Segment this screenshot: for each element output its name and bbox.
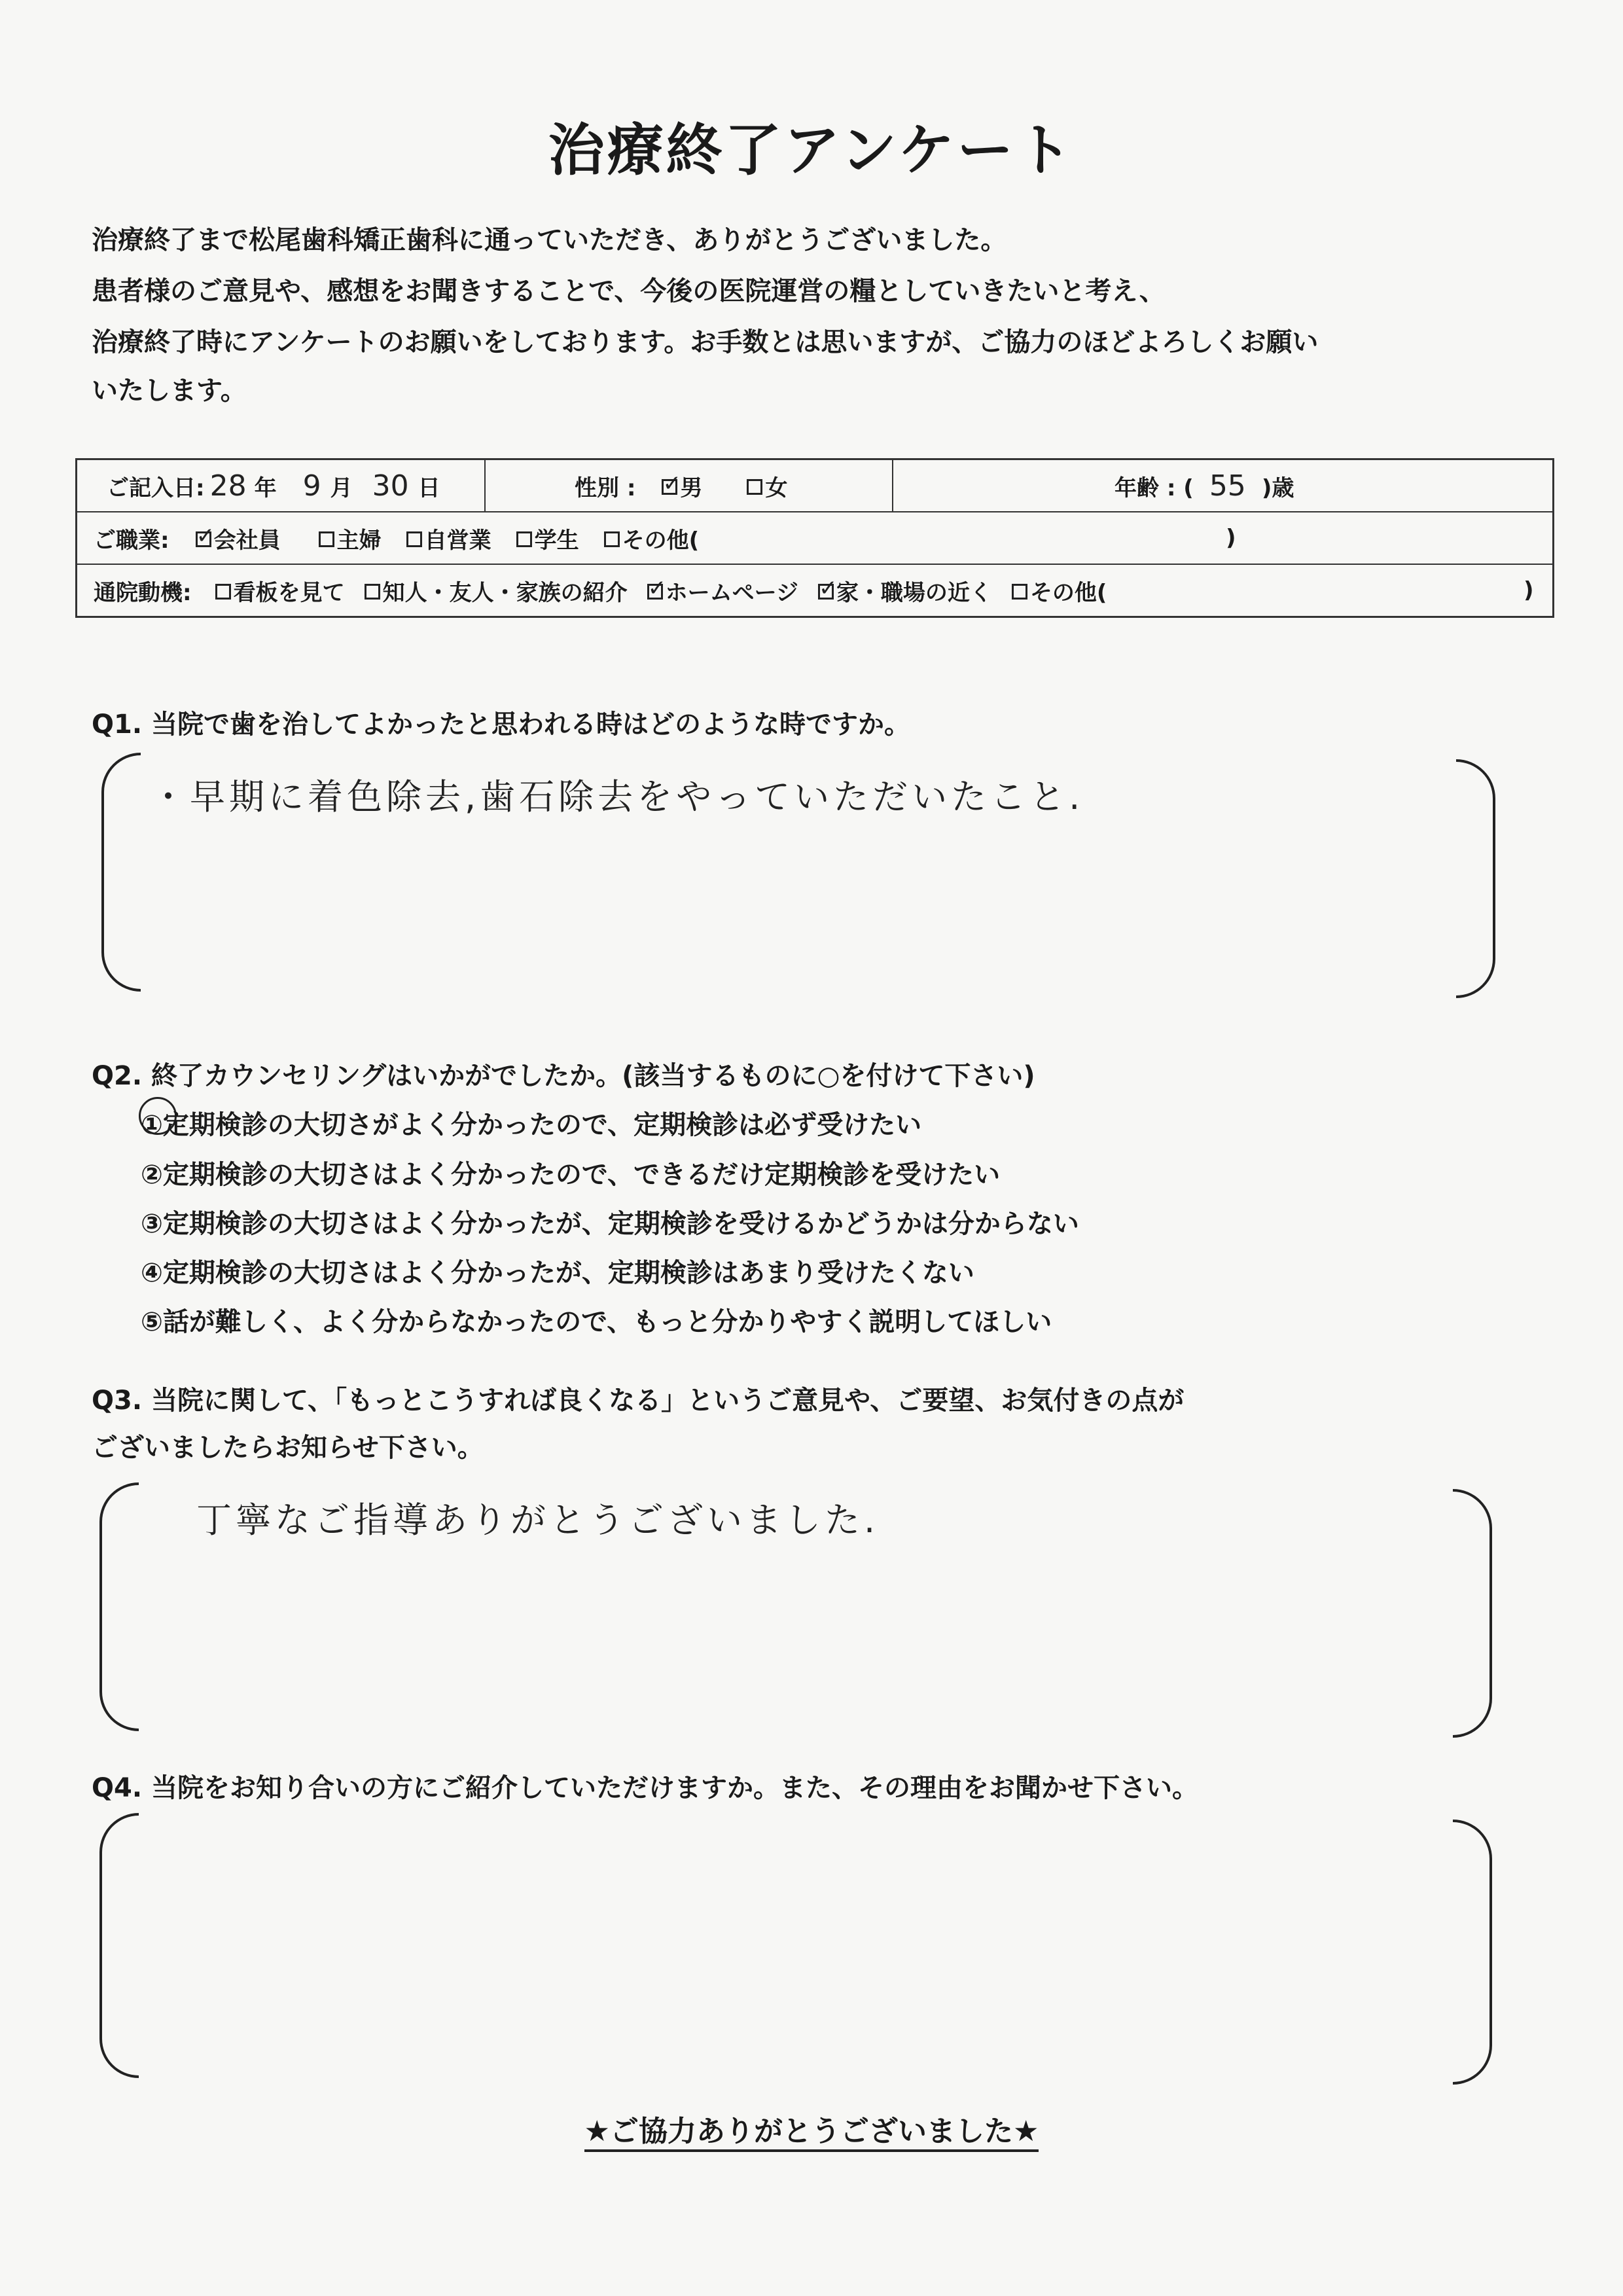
job-other-close: ) — [1226, 525, 1236, 551]
q2-choice-1[interactable]: ①定期検診の大切さがよく分かったので、定期検診は必ず受けたい — [141, 1110, 922, 1140]
motive-field — [94, 565, 1132, 616]
page-title: 治療終了アンケート — [548, 118, 1075, 183]
job-option-label: その他( — [622, 527, 700, 554]
motive-other-close: ) — [1524, 577, 1534, 603]
checkbox-icon[interactable] — [604, 531, 620, 547]
job-field — [94, 512, 724, 564]
q3-label-line-2: ございましたらお知らせ下さい。 — [92, 1433, 484, 1463]
q4-bracket-right — [1453, 1820, 1492, 2085]
q3-label-line-1: Q3. 当院に関して、「もっとこうすれば良くなる」というご意見や、ご要望、お気付きの点が — [92, 1386, 1185, 1416]
job-option-self-employed[interactable] — [406, 522, 491, 554]
checkbox-icon[interactable] — [365, 584, 380, 600]
footer-thanks — [0, 2108, 1623, 2149]
date-month: 9 — [302, 469, 321, 503]
checkbox-icon[interactable] — [747, 479, 762, 495]
job-option-company[interactable] — [196, 522, 281, 554]
checkbox-icon[interactable] — [319, 531, 334, 547]
q1-answer[interactable]: ・早期に着色除去,歯石除去をやっていただいたこと. — [151, 776, 1084, 817]
motive-option-label: ホームページ — [665, 579, 798, 606]
checkbox-icon[interactable] — [516, 531, 532, 547]
month-unit: 月 — [330, 475, 353, 501]
checkbox-icon[interactable] — [215, 584, 231, 600]
q1-bracket-right — [1456, 759, 1495, 998]
checkbox-icon[interactable] — [406, 531, 422, 547]
job-option-student[interactable] — [516, 522, 579, 554]
age-label: 年齢 : ( — [1115, 475, 1194, 501]
motive-option-label: 知人・友人・家族の紹介 — [382, 579, 628, 606]
divider — [892, 460, 893, 511]
info-row-motive — [77, 565, 1552, 616]
age-value: 55 — [1209, 469, 1246, 503]
q2-label: Q2. 終了カウンセリングはいかがでしたか。(該当するものに○を付けて下さい) — [92, 1061, 1035, 1091]
checkbox-icon[interactable] — [647, 584, 663, 600]
intro-line-3: 治療終了時にアンケートのお願いをしております。お手数とは思いますが、ご協力のほどよろしくお願い — [92, 327, 1319, 357]
gender-male-option[interactable] — [662, 470, 702, 502]
q1-label: Q1. 当院で歯を治してよかったと思われる時はどのような時ですか。 — [92, 709, 910, 740]
q3-bracket-right — [1453, 1489, 1492, 1738]
intro-line-2: 患者様のご意見や、感想をお聞きすることで、今後の医院運営の糧としていきたいと考え、 — [92, 276, 1166, 306]
footer-thanks-text: ★ご協力ありがとうございました★ — [584, 2115, 1039, 2152]
intro-line-1: 治療終了まで松尾歯科矯正歯科に通っていただき、ありがとうございました。 — [92, 225, 1007, 255]
q3-answer[interactable]: 丁寧なご指導ありがとうございました. — [196, 1499, 880, 1541]
motive-option-label: 看板を見て — [233, 579, 345, 606]
job-option-label: 主婦 — [336, 527, 382, 554]
job-label: ご職業: — [94, 527, 169, 554]
motive-option-other[interactable] — [1012, 575, 1107, 607]
q2-choice-4[interactable]: ④定期検診の大切さはよく分かったが、定期検診はあまり受けたくない — [141, 1258, 974, 1288]
q2-choice-3[interactable]: ③定期検診の大切さはよく分かったが、定期検診を受けるかどうかは分からない — [141, 1209, 1079, 1239]
q1-bracket-left — [101, 753, 141, 992]
divider — [484, 460, 486, 511]
motive-option-homepage[interactable] — [647, 575, 798, 607]
info-table — [75, 458, 1554, 618]
job-option-label: 学生 — [534, 527, 579, 554]
info-row-date-gender-age — [77, 460, 1552, 512]
date-day: 30 — [372, 469, 409, 503]
checkbox-icon[interactable] — [662, 479, 677, 495]
motive-option-label: その他( — [1029, 579, 1107, 606]
gender-label: 性別 : — [575, 475, 636, 501]
job-option-label: 会社員 — [213, 527, 281, 554]
age-suffix: )歳 — [1261, 475, 1294, 501]
gender-female-label: 女 — [765, 475, 788, 501]
q3-bracket-left — [99, 1482, 139, 1731]
intro-line-4: いたします。 — [92, 376, 247, 406]
gender-male-label: 男 — [680, 475, 703, 501]
gender-female-option[interactable] — [747, 470, 787, 502]
job-option-label: 自営業 — [424, 527, 491, 554]
checkbox-icon[interactable] — [1012, 584, 1027, 600]
year-unit: 年 — [254, 475, 277, 501]
info-row-job — [77, 512, 1552, 565]
checkbox-icon[interactable] — [196, 531, 211, 547]
job-option-housewife[interactable] — [319, 522, 382, 554]
gender-field — [575, 460, 812, 511]
q2-choice-2[interactable]: ②定期検診の大切さはよく分かったので、できるだけ定期検診を受けたい — [141, 1160, 1001, 1190]
q4-bracket-left — [99, 1813, 139, 2078]
job-option-other[interactable] — [604, 522, 700, 554]
motive-option-nearby[interactable] — [818, 575, 992, 607]
motive-option-signboard[interactable] — [215, 575, 345, 607]
date-year: 28 — [209, 469, 247, 503]
day-unit: 日 — [418, 475, 440, 501]
age-field[interactable] — [1115, 460, 1294, 511]
date-label: ご記入日: — [107, 475, 205, 501]
motive-option-label: 家・職場の近く — [836, 579, 992, 606]
motive-option-referral[interactable] — [365, 575, 628, 607]
q4-label: Q4. 当院をお知り合いの方にご紹介していただけますか。また、その理由をお聞かせ下さい。 — [92, 1773, 1198, 1803]
q2-choice-5[interactable]: ⑤話が難しく、よく分からなかったので、もっと分かりやすく説明してほしい — [141, 1307, 1052, 1337]
motive-label: 通院動機: — [94, 579, 192, 606]
checkbox-icon[interactable] — [818, 584, 834, 600]
date-field[interactable] — [107, 460, 440, 511]
